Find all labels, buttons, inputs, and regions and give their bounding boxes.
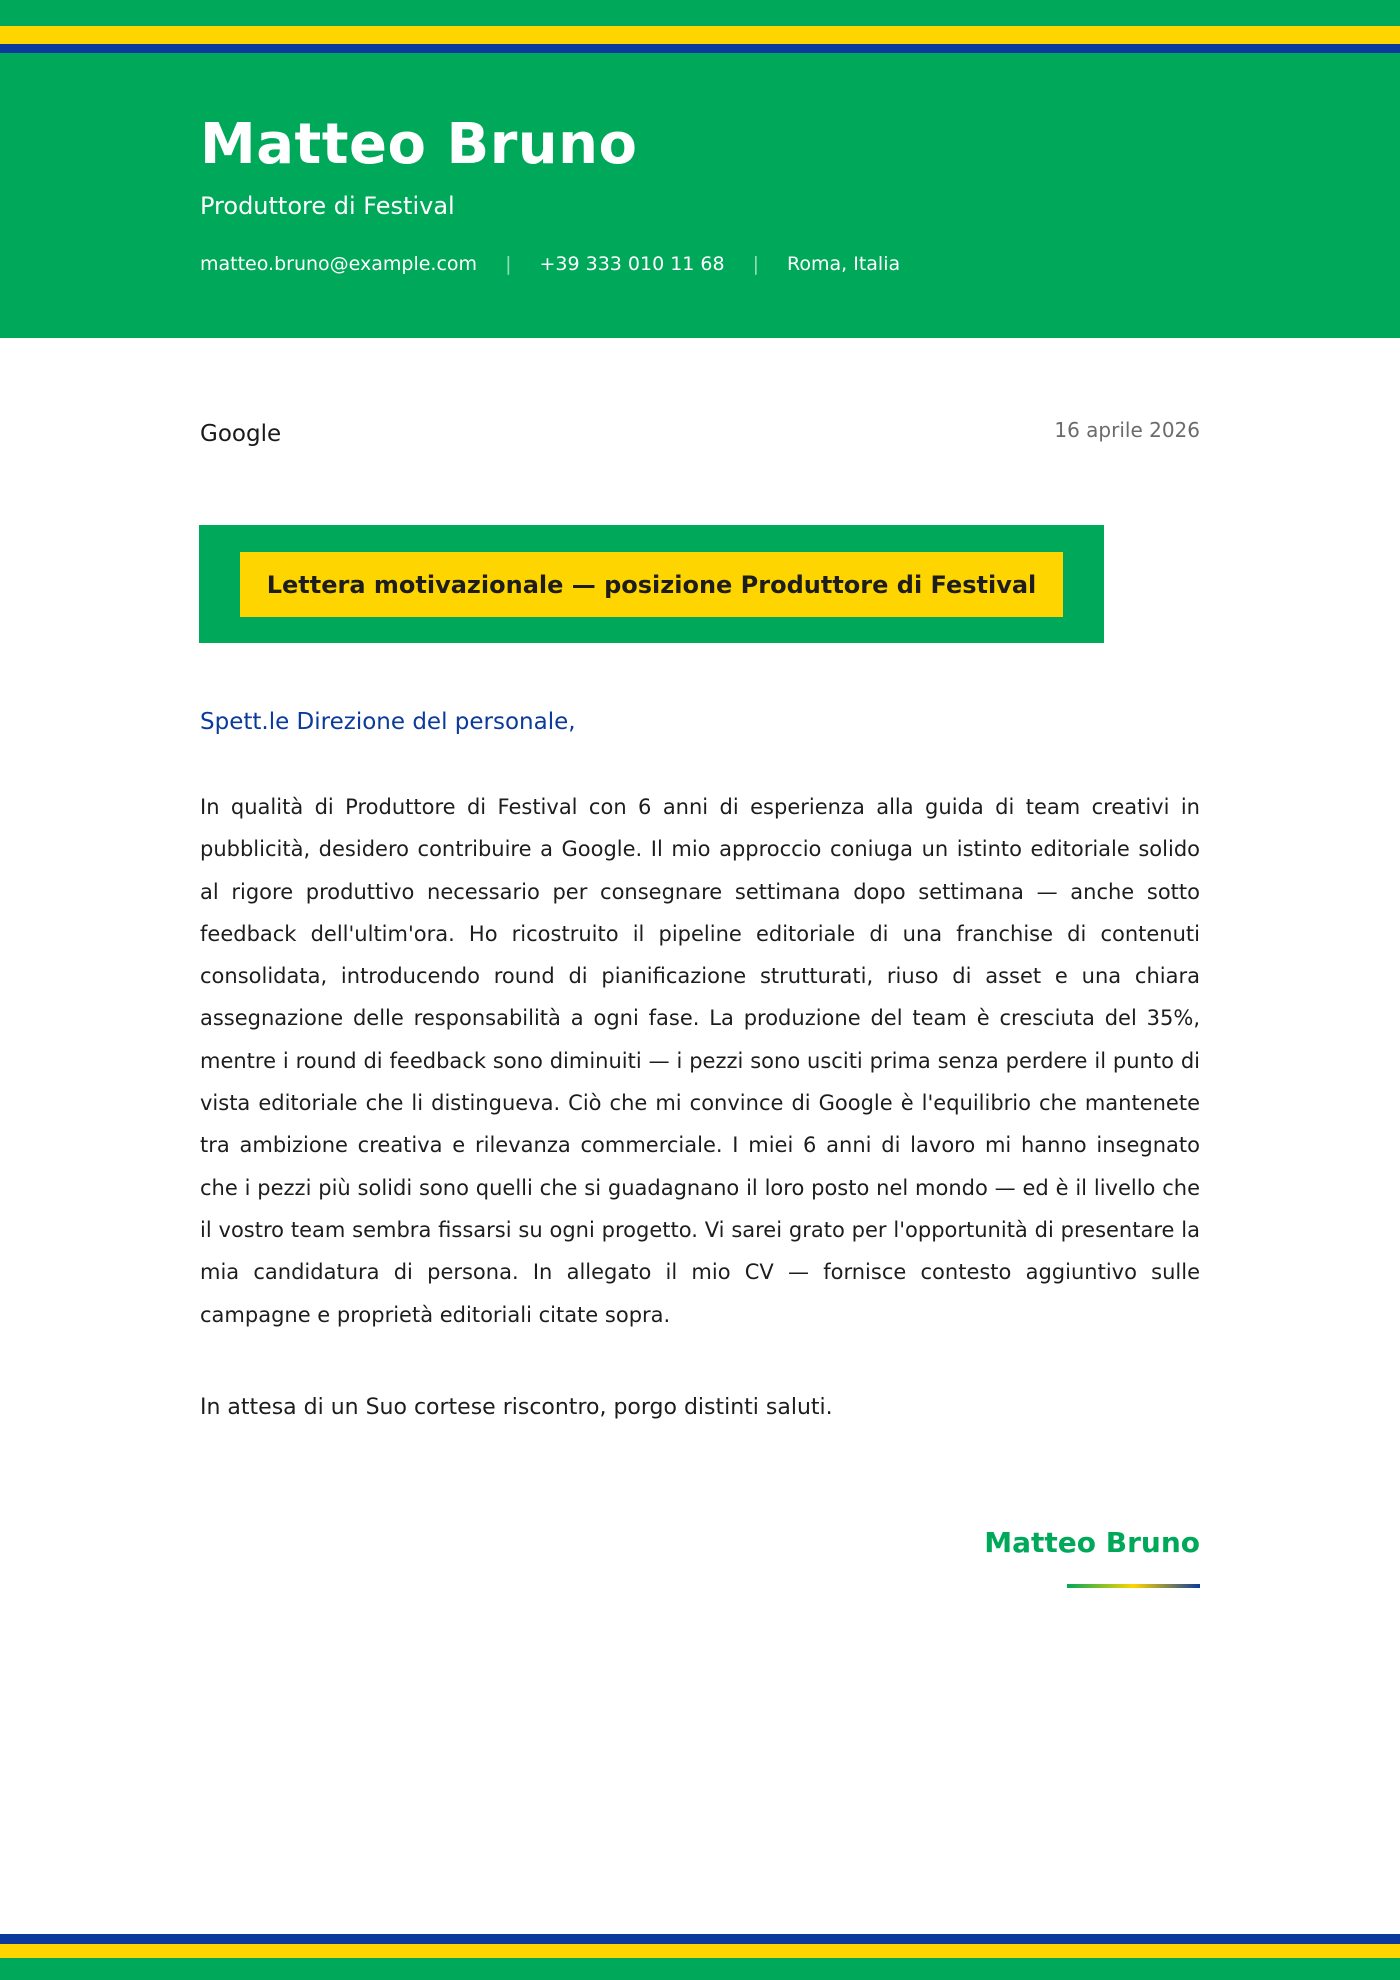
bottom-yellow-stripe [0, 1944, 1400, 1958]
contact-row [200, 253, 900, 275]
letter-date: 16 aprile 2026 [1054, 418, 1200, 442]
signature-underline [1067, 1584, 1200, 1588]
subject-title: Lettera motivazionale — posizione Produttore di Festival [240, 552, 1063, 617]
contact-separator: | [505, 253, 512, 275]
contact-email[interactable]: matteo.bruno@example.com [200, 253, 478, 275]
letter-body: In qualità di Produttore di Festival con 6 anni di esperienza alla guida di team creativi in pubblicità, desidero contribuire a Google. Il mio approccio coniuga un istinto editoriale solido al rigore produttivo necessario per consegnare settimana dopo settimana — anche sotto feedback dell'ultim'ora. Ho ricostruito il pipeline editoriale di una franchise di contenuti consolidata, introducendo round di pianificazione strutturati, riuso di asset e una chiara assegnazione delle responsabilità a ogni fase. La produzione del team è cresciuta del 35%, mentre i round di feedback sono diminuiti — i pezzi sono usciti prima senza perdere il punto di vista editoriale che li distingueva. Ciò che mi convince di Google è l'equilibrio che mantenete tra ambizione creativa e rilevanza commerciale. I miei 6 anni di lavoro mi hanno insegnato che i pezzi più solidi sono quelli che si guadagnano il loro posto nel mondo — ed è il livello che il vostro team sembra fissarsi su ogni progetto. Vi sarei grato per l'opportunità di presentare la mia candidatura di persona. In allegato il mio CV — fornisce contesto aggiuntivo sulle campagne e proprietà editoriali citate sopra. [200, 795, 1200, 1327]
sender-role: Produttore di Festival [200, 192, 455, 220]
bottom-green-stripe [0, 1958, 1400, 1980]
recipient-company: Google [200, 421, 282, 447]
salutation: Spett.le Direzione del personale, [200, 709, 576, 735]
closing-line: In attesa di un Suo cortese riscontro, porgo distinti saluti. [200, 1395, 833, 1420]
letter-header [0, 0, 1400, 338]
subject-banner [199, 525, 1104, 643]
contact-phone[interactable]: +39 333 010 11 68 [539, 253, 725, 275]
contact-location: Roma, Italia [787, 253, 901, 275]
contact-separator: | [752, 253, 760, 275]
top-yellow-stripe [0, 26, 1400, 44]
top-blue-stripe [0, 44, 1400, 53]
sender-name: Matteo Bruno [200, 112, 638, 177]
signature-name: Matteo Bruno [984, 1526, 1200, 1559]
bottom-blue-stripe [0, 1934, 1400, 1944]
